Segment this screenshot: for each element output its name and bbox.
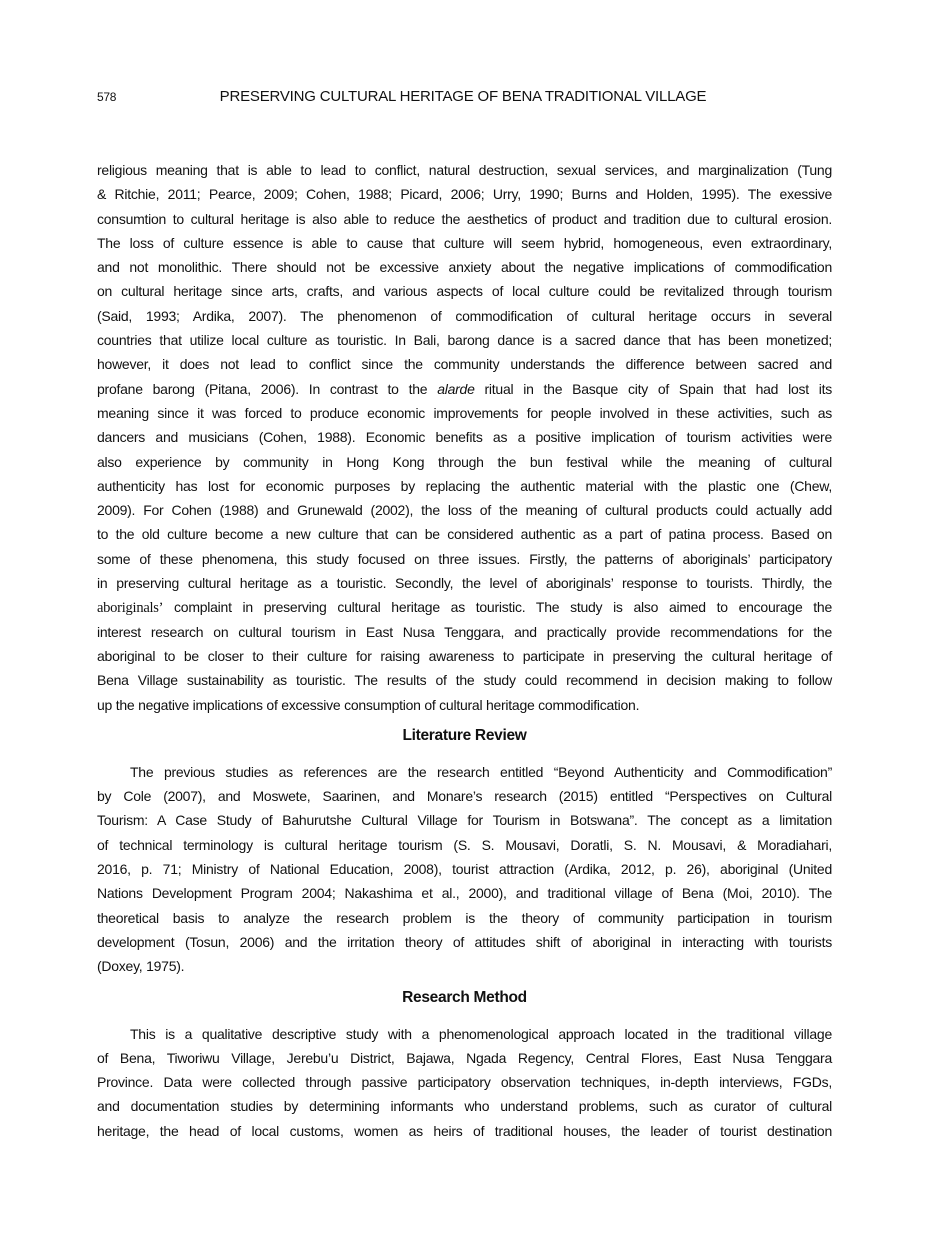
text-line: (Said, 1993; Ardika, 2007). The phenomenon of commodification of cultural heritage occurs in several — [97, 307, 832, 324]
italic-term: alarde — [437, 380, 475, 397]
section-heading: Research Method — [402, 988, 527, 1006]
text-line: Nations Development Program 2004; Nakashima et al., 2000), and traditional village of Bena (Moi, 2010). The — [97, 885, 832, 902]
text-line: consumtion to cultural heritage is also able to reduce the aesthetics of product and tradition due to cultural erosion. — [97, 210, 832, 227]
text-line: however, it does not lead to conflict since the community understands the difference between sacred and — [97, 356, 832, 373]
article-body — [97, 158, 832, 1143]
serif-word: aboriginals’ — [97, 600, 164, 617]
text-line: Province. Data were collected through passive participatory observation techniques, in-depth interviews, FGDs, — [97, 1074, 832, 1091]
text-line: development (Tosun, 2006) and the irritation theory of attitudes shift of aboriginal in interacting with tourists — [97, 933, 832, 950]
text-line: This is a qualitative descriptive study with a phenomenological approach located in the traditional village — [130, 1025, 832, 1042]
text-line: by Cole (2007), and Moswete, Saarinen, and Monare’s research (2015) entitled “Perspectives on Cultural — [97, 788, 832, 805]
page-number: 578 — [97, 90, 117, 104]
text-segment: profane barong (Pitana, 2006). In contrast to the — [97, 380, 438, 397]
text-line: some of these phenomena, this study focused on three issues. Firstly, the patterns of aboriginals’ participatory — [97, 550, 832, 567]
text-line: 2016, p. 71; Ministry of National Education, 2008), tourist attraction (Ardika, 2012, p. 26), aboriginal (United — [97, 861, 832, 878]
text-line: dancers and musicians (Cohen, 1988). Economic benefits as a positive implication of tourism activities were — [97, 429, 832, 446]
text-line: countries that utilize local culture as touristic. In Bali, barong dance is a sacred dance that has been monetized; — [97, 332, 832, 349]
text-line: interest research on cultural tourism in East Nusa Tenggara, and practically provide recommendations for the — [97, 623, 832, 640]
section-heading: Literature Review — [402, 726, 527, 744]
text-line: also experience by community in Hong Kong through the bun festival while the meaning of cultural — [97, 453, 832, 470]
text-line: heritage, the head of local customs, women as heirs of traditional houses, the leader of tourist destination — [97, 1122, 832, 1139]
paragraph — [97, 158, 832, 717]
text-line: 2009). For Cohen (1988) and Grunewald (2002), the loss of the meaning of cultural products could actually add — [97, 502, 832, 519]
text-line: The previous studies as references are the research entitled “Beyond Authenticity and Commodification” — [130, 763, 832, 780]
text-line: to the old culture become a new culture that can be considered authentic as a part of patina process. Based on — [97, 526, 832, 543]
text-line: Bena Village sustainability as touristic. The results of the study could recommend in decision making to follow — [97, 672, 832, 689]
paragraph — [97, 1022, 832, 1143]
text-line: (Doxey, 1975). — [97, 958, 185, 975]
text-segment: complaint in preserving cultural heritage as touristic. The study is also aimed to encourage the — [163, 599, 832, 616]
text-line — [97, 595, 832, 619]
text-segment: ritual in the Basque city of Spain that had lost its — [474, 380, 833, 397]
text-line: up the negative implications of excessive consumption of cultural heritage commodification. — [97, 696, 640, 713]
text-line: & Ritchie, 2011; Pearce, 2009; Cohen, 1988; Picard, 2006; Urry, 1990; Burns and Holden, 1995). The exessive — [97, 186, 832, 203]
text-line: The loss of culture essence is able to cause that culture will seem hybrid, homogeneous, even extraordinary, — [97, 234, 832, 251]
running-title: PRESERVING CULTURAL HERITAGE OF BENA TRADITIONAL VILLAGE — [219, 88, 707, 105]
text-line — [97, 377, 832, 401]
paragraph — [97, 760, 832, 979]
text-line: religious meaning that is able to lead to conflict, natural destruction, sexual services, and marginalization (Tung — [97, 162, 832, 178]
text-line: Tourism: A Case Study of Bahurutshe Cultural Village for Tourism in Botswana”. The concept as a limitation — [97, 812, 832, 829]
text-line: theoretical basis to analyze the research problem is the theory of community participation in tourism — [97, 909, 832, 926]
text-line: aboriginal to be closer to their culture for raising awareness to participate in preserving the cultural heritage of — [97, 647, 832, 664]
text-line: meaning since it was forced to produce economic improvements for people involved in these activities, such as — [97, 404, 832, 421]
text-line: and documentation studies by determining informants who understand problems, such as curator of cultural — [97, 1098, 832, 1115]
text-line: of technical terminology is cultural heritage tourism (S. S. Mousavi, Doratli, S. N. Mousavi, & Moradiahari, — [97, 836, 832, 853]
text-line: on cultural heritage since arts, crafts, and various aspects of local culture could be revitalized through tourism — [97, 283, 832, 300]
text-line: of Bena, Tiworiwu Village, Jerebu’u District, Bajawa, Ngada Regency, Central Flores, East Nusa Tenggara — [97, 1049, 832, 1066]
text-line: in preserving cultural heritage as a touristic. Secondly, the level of aboriginals’ response to tourists. Thirdly, the — [97, 575, 832, 592]
text-line: authenticity has lost for economic purposes by replacing the authentic material with the plastic one (Chew, — [97, 477, 832, 494]
text-line: and not monolithic. There should not be excessive anxiety about the negative implications of commodification — [97, 259, 832, 276]
